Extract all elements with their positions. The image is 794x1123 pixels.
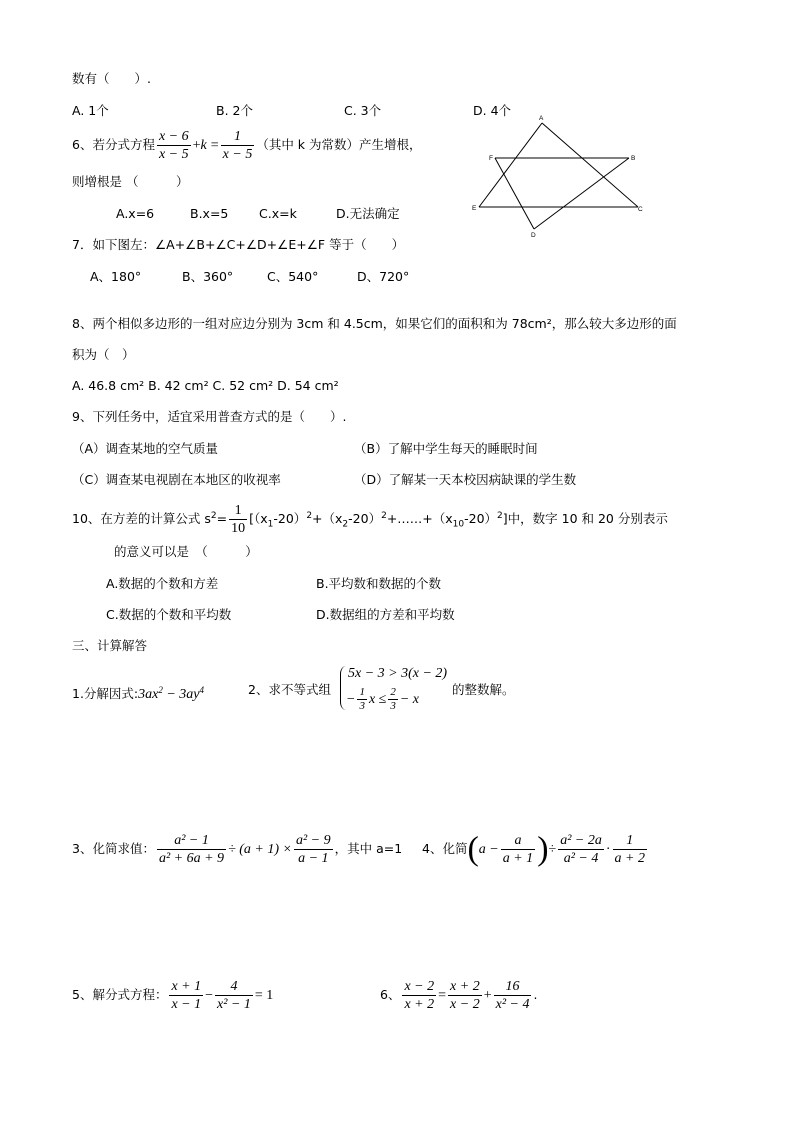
calc-1: 1.分解因式$:3ax^2 - 3ay^4$ <box>72 685 205 703</box>
q6-option-c: C.x=k <box>259 206 297 221</box>
q6-option-d: D.无法确定 <box>336 206 400 221</box>
calc-6: 6、 $\frac{x - 2}{x + 2}$ = $\frac{x + 2}{x - 2}$ + $\frac{16}{\text{x² − 4}}$ . <box>380 979 538 1012</box>
inequality-row-1: 5x − 3 > 3(x − 2) <box>348 666 448 681</box>
q10-stem: 10、在方差的计算公式 $s^2=$ $\frac{1}{10}$ $[(x_1-20)^2+(x_2-20)^2+\dots\dots+(x_{10}-20)^2]$中，数字 10 和 20 分别表示 <box>72 503 668 537</box>
q5-option-a: A. 1个 <box>72 103 109 118</box>
q10-option-b: B.平均数和数据的个数 <box>316 576 442 591</box>
calc-2-label: 2、求不等式组 <box>248 682 331 697</box>
star-figure <box>468 112 648 242</box>
q9-stem: 9、下列任务中，适宜采用普查方式的是（ ）. <box>72 409 347 424</box>
q8-stem-line2: 积为（ ） <box>72 347 135 362</box>
calc-3: 3、化简求值： $\frac{\text{a² − 1}}{\text{a² + 6a + 9}}$ ÷ (a + 1) × $\frac{\text{a² − 9}}{a - 1}$ ，其中 a=1 <box>72 833 403 866</box>
q10-option-c: C.数据的个数和平均数 <box>106 607 232 622</box>
q5-option-d: D. 4个 <box>473 103 512 118</box>
q9-option-b: （B）了解中学生每天的睡眠时间 <box>354 441 538 456</box>
q9-option-d: （D）了解某一天本校因病缺课的学生数 <box>354 472 577 487</box>
q5-option-c: C. 3个 <box>344 103 382 118</box>
q6-option-b: B.x=5 <box>190 206 229 221</box>
q9-option-a: （A）调查某地的空气质量 <box>72 441 219 456</box>
label-b: B <box>631 155 636 162</box>
q10-option-d: D.数据组的方差和平均数 <box>316 607 455 622</box>
q9-option-c: （C）调查某电视剧在本地区的收视率 <box>72 472 281 487</box>
section-title: 三、计算解答 <box>72 638 148 653</box>
label-f: F <box>489 155 493 162</box>
label-c: C <box>638 206 643 213</box>
q7-option-c: C、540° <box>267 269 319 284</box>
q7-option-a: A、180° <box>90 269 142 284</box>
q6-stem: 6、若分式方程 $\frac{x - 6}{x - 5}$ +k = $\frac{1}{x - 5}$ （其中 k 为常数）产生增根， <box>72 129 422 162</box>
label-d: D <box>531 232 536 239</box>
inequality-row-2: − $\frac{1}{3}$ x ≤ $\frac{2}{3}$ − x <box>346 686 420 713</box>
q10-option-a: A.数据的个数和方差 <box>106 576 219 591</box>
calc-2-tail: 的整数解。 <box>452 682 515 697</box>
q8-options: A. 46.8 cm² B. 42 cm² C. 52 cm² D. 54 cm² <box>72 378 339 393</box>
q10-line2: 的意义可以是 （ ） <box>114 544 258 559</box>
q5-option-b: B. 2个 <box>216 103 253 118</box>
q6-option-a: A.x=6 <box>116 206 155 221</box>
q7-option-d: D、720° <box>357 269 410 284</box>
calc-4: 4、化简(a − $\frac{a}{a + 1}$ )÷ $\frac{\text{a² − 2a}}{\text{a² − 4}}$ · $\frac{1}{a + 2}$ <box>422 830 645 868</box>
q5-stem-tail: 数有（ ）. <box>72 71 151 86</box>
q6-line2: 则增根是 （ ） <box>72 174 189 189</box>
inequality-system <box>340 666 450 714</box>
q7-stem: 7．如下图左：∠A+∠B+∠C+∠D+∠E+∠F 等于（ ） <box>72 237 405 252</box>
label-a: A <box>539 115 544 122</box>
calc-5: 5、解分式方程： $\frac{x + 1}{x - 1}$ − $\frac{4}{\text{x² − 1}}$ = 1 <box>72 979 274 1012</box>
q7-option-b: B、360° <box>182 269 234 284</box>
label-e: E <box>472 205 477 212</box>
q8-stem-line1: 8、两个相似多边形的一组对应边分别为 3cm 和 4.5cm，如果它们的面积和为 78cm²，那么较大多边形的面 <box>72 316 677 331</box>
